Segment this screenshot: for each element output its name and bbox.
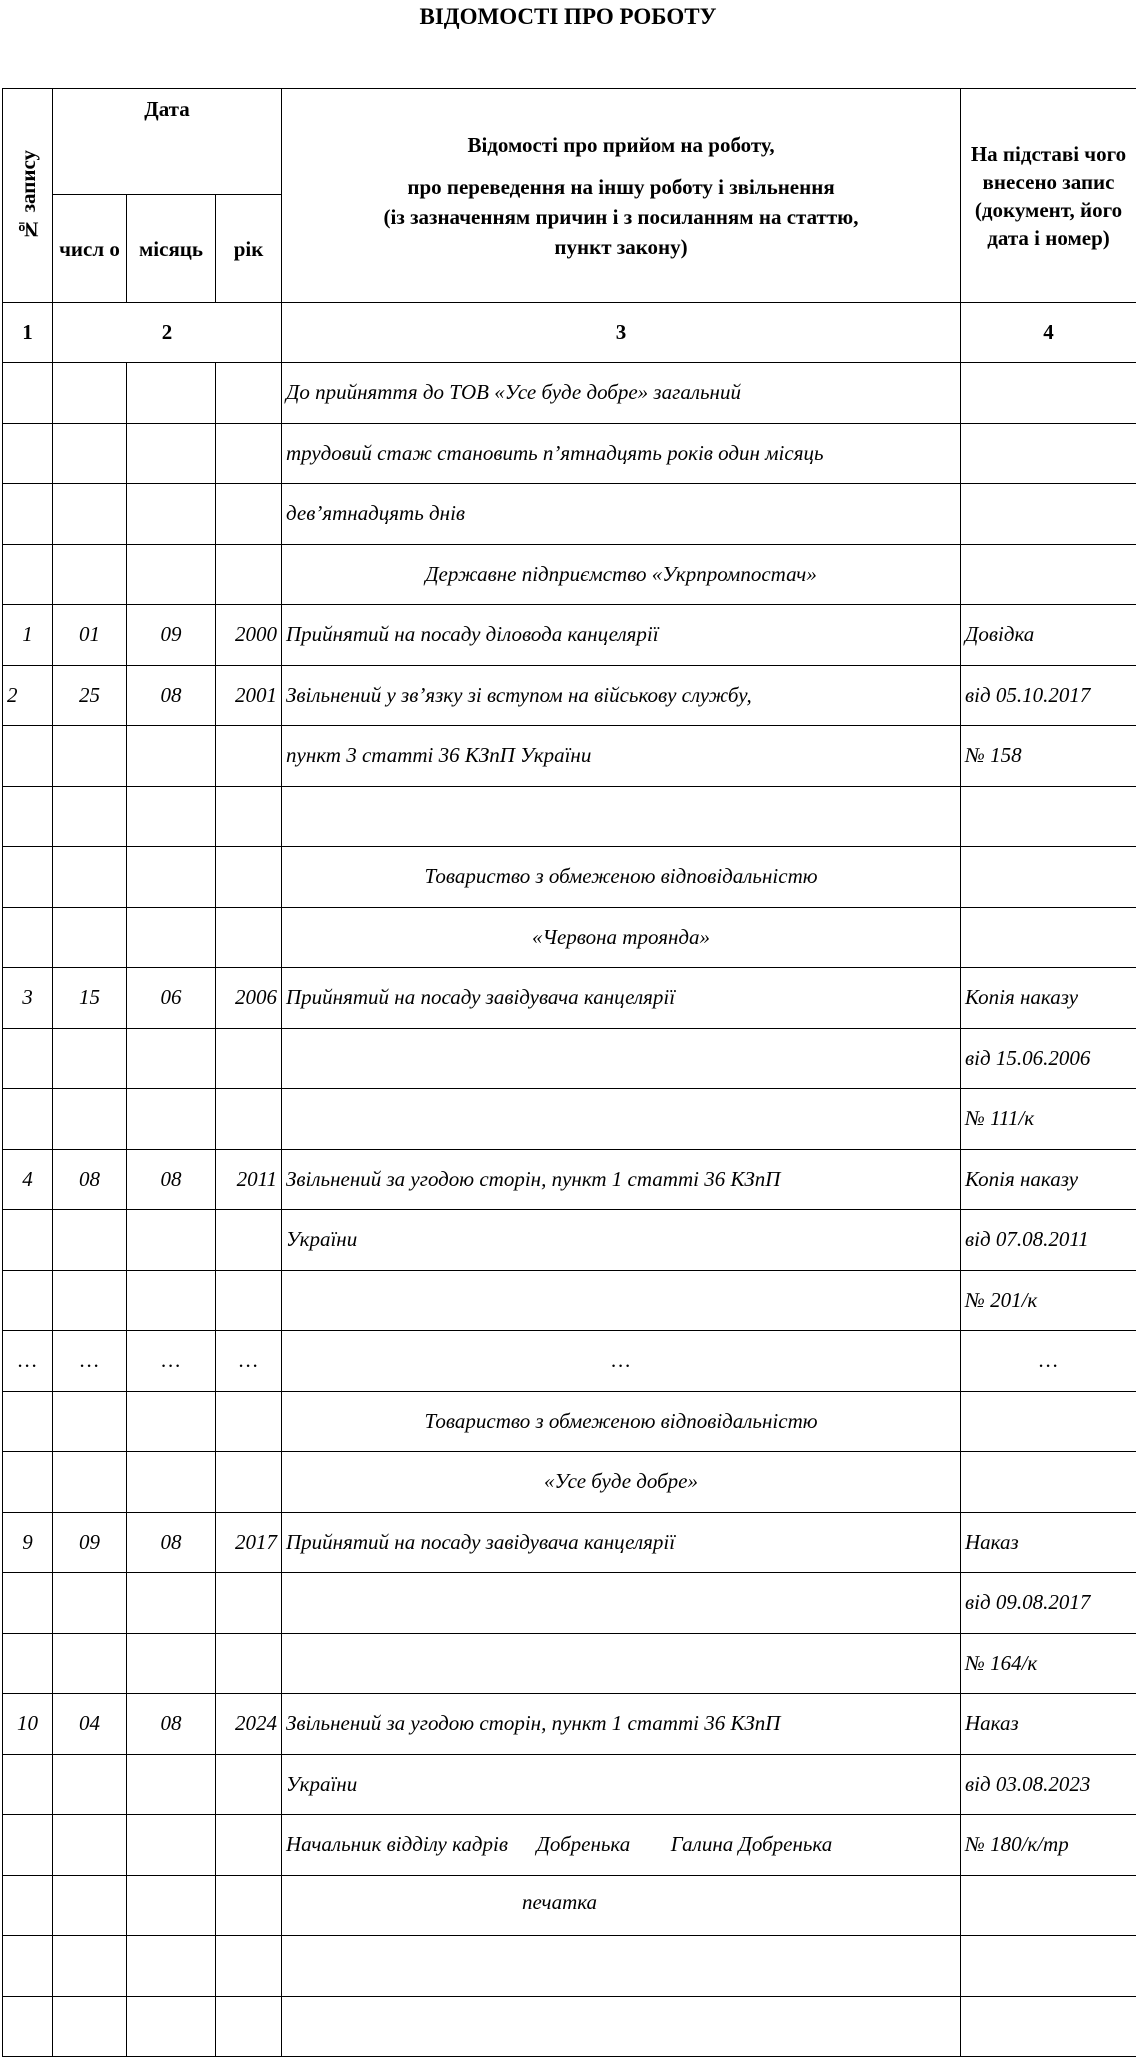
description-cell: Прийнятий на посаду завідувача канцелярії — [282, 968, 961, 1029]
table-row — [3, 423, 1136, 484]
day-cell: 15 — [53, 968, 127, 1029]
day-cell — [53, 847, 127, 908]
year-cell — [216, 1633, 282, 1694]
header-record-number: № запису — [3, 89, 53, 303]
basis-cell — [961, 786, 1136, 847]
header-description: Відомості про прийом на роботу, про переведення на іншу роботу і звільнення (із зазначенням причин і з посиланням на статтю, пункт закону) — [282, 89, 961, 303]
description-cell: Прийнятий на посаду завідувача канцелярії — [282, 1512, 961, 1573]
year-cell — [216, 1089, 282, 1150]
year-cell — [216, 363, 282, 424]
signature-basis: № 180/к/тр — [961, 1815, 1136, 1876]
month-cell — [127, 544, 216, 605]
basis-cell — [961, 484, 1136, 545]
record-number-cell: … — [3, 1331, 53, 1392]
day-cell: 01 — [53, 605, 127, 666]
record-number-cell: 3 — [3, 968, 53, 1029]
table-row — [3, 1089, 1136, 1150]
table-row — [3, 1210, 1136, 1271]
basis-cell: від 07.08.2011 — [961, 1210, 1136, 1271]
month-cell: 08 — [127, 1149, 216, 1210]
month-cell — [127, 1573, 216, 1634]
day-cell — [53, 907, 127, 968]
year-cell — [216, 1270, 282, 1331]
month-cell — [127, 1028, 216, 1089]
column-number-4: 4 — [961, 303, 1136, 363]
basis-cell — [961, 1391, 1136, 1452]
header-year: рік — [216, 195, 282, 303]
description-cell — [282, 1089, 961, 1150]
month-cell: 09 — [127, 605, 216, 666]
signature-name: Галина Добренька — [670, 1832, 833, 1857]
description-cell: До прийняття до ТОВ «Усе буде добре» загальний — [282, 363, 961, 424]
record-number-cell — [3, 847, 53, 908]
record-number-cell — [3, 786, 53, 847]
year-cell — [216, 423, 282, 484]
description-cell — [282, 786, 961, 847]
day-cell: 04 — [53, 1694, 127, 1755]
table-row — [3, 1573, 1136, 1634]
year-cell — [216, 726, 282, 787]
basis-cell: Копія наказу — [961, 968, 1136, 1029]
day-cell — [53, 1573, 127, 1634]
record-number-cell — [3, 1089, 53, 1150]
basis-cell — [961, 363, 1136, 424]
column-number-2: 2 — [53, 303, 282, 363]
year-cell — [216, 1452, 282, 1513]
table-row — [3, 1754, 1136, 1815]
description-cell: Товариство з обмеженою відповідальністю — [282, 847, 961, 908]
month-cell — [127, 1391, 216, 1452]
description-cell: Звільнений у зв’язку зі вступом на військову службу, — [282, 665, 961, 726]
day-cell — [53, 786, 127, 847]
basis-cell: Наказ — [961, 1694, 1136, 1755]
record-number-cell: 9 — [3, 1512, 53, 1573]
record-number-cell: 4 — [3, 1149, 53, 1210]
month-cell — [127, 1089, 216, 1150]
month-cell — [127, 1754, 216, 1815]
day-cell — [53, 1210, 127, 1271]
month-cell — [127, 423, 216, 484]
day-cell — [53, 1270, 127, 1331]
year-cell — [216, 544, 282, 605]
year-cell — [216, 907, 282, 968]
month-cell — [127, 363, 216, 424]
description-cell — [282, 1573, 961, 1634]
basis-cell: Наказ — [961, 1512, 1136, 1573]
column-number-3: 3 — [282, 303, 961, 363]
month-cell — [127, 726, 216, 787]
table-row — [3, 1028, 1136, 1089]
month-cell — [127, 484, 216, 545]
table-row — [3, 1633, 1136, 1694]
table-row — [3, 786, 1136, 847]
record-number-cell: 2 — [3, 665, 53, 726]
description-cell: дев’ятнадцять днів — [282, 484, 961, 545]
day-cell: 25 — [53, 665, 127, 726]
year-cell — [216, 1391, 282, 1452]
table-row — [3, 665, 1136, 726]
signature-row — [3, 1815, 1136, 1876]
year-cell — [216, 484, 282, 545]
basis-cell — [961, 907, 1136, 968]
description-cell: пункт 3 статті 36 КЗпП України — [282, 726, 961, 787]
month-cell — [127, 907, 216, 968]
record-number-cell — [3, 363, 53, 424]
table-row — [3, 1694, 1136, 1755]
empty-row — [3, 1996, 1136, 2057]
year-cell: 2001 — [216, 665, 282, 726]
year-cell: 2011 — [216, 1149, 282, 1210]
day-cell — [53, 1754, 127, 1815]
month-cell — [127, 1270, 216, 1331]
basis-cell — [961, 1452, 1136, 1513]
table-row — [3, 1149, 1136, 1210]
work-record-table — [2, 88, 1136, 2057]
month-cell — [127, 1633, 216, 1694]
day-cell — [53, 1089, 127, 1150]
table-row — [3, 726, 1136, 787]
description-cell: Товариство з обмеженою відповідальністю — [282, 1391, 961, 1452]
basis-cell — [961, 423, 1136, 484]
basis-cell: від 05.10.2017 — [961, 665, 1136, 726]
page-title: ВІДОМОСТІ ПРО РОБОТУ — [419, 4, 717, 29]
month-cell — [127, 847, 216, 908]
description-cell: Звільнений за угодою сторін, пункт 1 статті 36 КЗпП — [282, 1694, 961, 1755]
table-row — [3, 1391, 1136, 1452]
year-cell — [216, 1754, 282, 1815]
year-cell — [216, 786, 282, 847]
description-cell: трудовий стаж становить п’ятнадцять років один місяць — [282, 423, 961, 484]
record-number-cell — [3, 484, 53, 545]
day-cell — [53, 484, 127, 545]
basis-cell: Довідка — [961, 605, 1136, 666]
table-row — [3, 907, 1136, 968]
day-cell — [53, 1633, 127, 1694]
record-number-cell — [3, 423, 53, 484]
description-cell: «Червона троянда» — [282, 907, 961, 968]
empty-row — [3, 1936, 1136, 1997]
signature-position: Начальник відділу кадрів — [286, 1832, 508, 1857]
table-row — [3, 968, 1136, 1029]
description-cell: Прийнятий на посаду діловода канцелярії — [282, 605, 961, 666]
day-cell — [53, 544, 127, 605]
table-row — [3, 1512, 1136, 1573]
basis-cell: від 03.08.2023 — [961, 1754, 1136, 1815]
stamp-label: печатка — [282, 1875, 961, 1936]
year-cell — [216, 1028, 282, 1089]
record-number-cell — [3, 1452, 53, 1513]
month-cell: … — [127, 1331, 216, 1392]
record-number-cell — [3, 1270, 53, 1331]
record-number-cell — [3, 1391, 53, 1452]
month-cell: 06 — [127, 968, 216, 1029]
record-number-cell — [3, 1754, 53, 1815]
description-cell — [282, 1270, 961, 1331]
description-cell: України — [282, 1754, 961, 1815]
day-cell — [53, 363, 127, 424]
year-cell: 2017 — [216, 1512, 282, 1573]
description-cell — [282, 1633, 961, 1694]
description-cell — [282, 1028, 961, 1089]
month-cell — [127, 1452, 216, 1513]
record-number-cell — [3, 1573, 53, 1634]
record-number-cell: 1 — [3, 605, 53, 666]
signature-cell — [282, 1815, 961, 1876]
table-row — [3, 1452, 1136, 1513]
year-cell — [216, 1573, 282, 1634]
day-cell — [53, 726, 127, 787]
month-cell: 08 — [127, 1694, 216, 1755]
stamp-row — [3, 1875, 1136, 1936]
day-cell — [53, 1391, 127, 1452]
record-number-cell — [3, 907, 53, 968]
year-cell: 2006 — [216, 968, 282, 1029]
record-number-cell — [3, 1210, 53, 1271]
basis-cell: Копія наказу — [961, 1149, 1136, 1210]
table-row — [3, 1331, 1136, 1392]
column-number-1: 1 — [3, 303, 53, 363]
description-cell: Звільнений за угодою сторін, пункт 1 статті 36 КЗпП — [282, 1149, 961, 1210]
basis-cell: … — [961, 1331, 1136, 1392]
day-cell: 09 — [53, 1512, 127, 1573]
day-cell — [53, 423, 127, 484]
basis-cell — [961, 544, 1136, 605]
year-cell: 2000 — [216, 605, 282, 666]
table-row — [3, 605, 1136, 666]
description-cell: … — [282, 1331, 961, 1392]
month-cell: 08 — [127, 1512, 216, 1573]
basis-cell: № 111/к — [961, 1089, 1136, 1150]
description-cell: Державне підприємство «Укрпромпостач» — [282, 544, 961, 605]
header-basis: На підставі чого внесено запис (документ, його дата і номер) — [961, 89, 1136, 303]
table-row — [3, 363, 1136, 424]
record-number-cell — [3, 544, 53, 605]
header-date: Дата — [53, 89, 282, 195]
basis-cell: від 09.08.2017 — [961, 1573, 1136, 1634]
year-cell: 2024 — [216, 1694, 282, 1755]
record-number-cell — [3, 726, 53, 787]
year-cell: … — [216, 1331, 282, 1392]
basis-cell: № 158 — [961, 726, 1136, 787]
table-row — [3, 544, 1136, 605]
day-cell — [53, 1028, 127, 1089]
day-cell: … — [53, 1331, 127, 1392]
basis-cell: № 164/к — [961, 1633, 1136, 1694]
basis-cell — [961, 847, 1136, 908]
record-number-cell — [3, 1633, 53, 1694]
year-cell — [216, 1210, 282, 1271]
description-cell: України — [282, 1210, 961, 1271]
basis-cell: від 15.06.2006 — [961, 1028, 1136, 1089]
signature-mark: Добренька — [536, 1832, 631, 1857]
header-month: місяць — [127, 195, 216, 303]
record-number-cell — [3, 1028, 53, 1089]
description-cell: «Усе буде добре» — [282, 1452, 961, 1513]
month-cell: 08 — [127, 665, 216, 726]
record-number-cell: 10 — [3, 1694, 53, 1755]
day-cell: 08 — [53, 1149, 127, 1210]
table-row — [3, 847, 1136, 908]
month-cell — [127, 786, 216, 847]
header-day: числ о — [53, 195, 127, 303]
table-row — [3, 1270, 1136, 1331]
month-cell — [127, 1210, 216, 1271]
year-cell — [216, 847, 282, 908]
day-cell — [53, 1452, 127, 1513]
basis-cell: № 201/к — [961, 1270, 1136, 1331]
table-row — [3, 484, 1136, 545]
